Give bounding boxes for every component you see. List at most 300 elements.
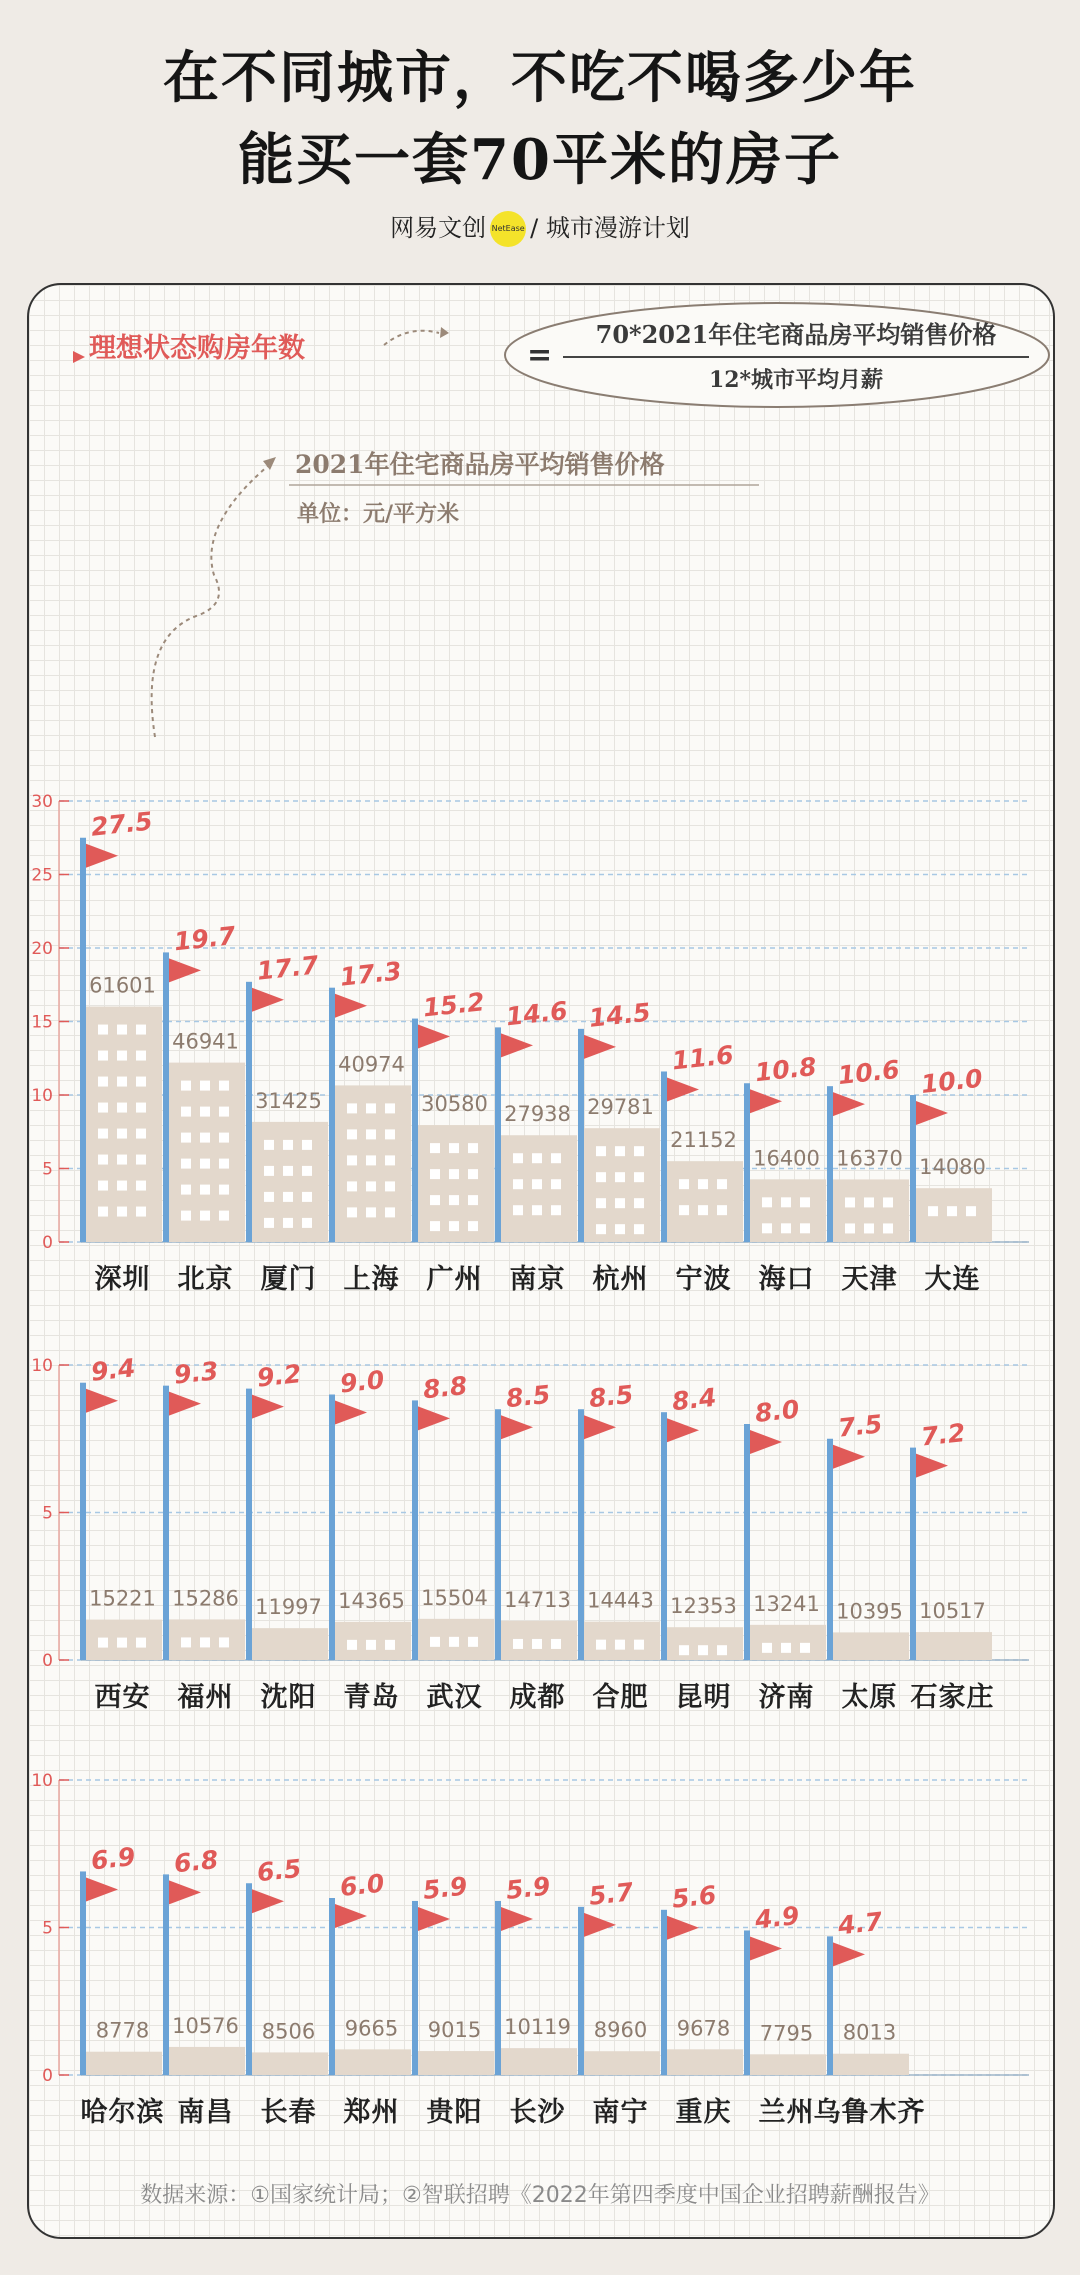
city-label: 天津 [841,1264,898,1295]
building-window [219,1133,229,1143]
flag-icon [833,1445,865,1469]
building-window [98,1638,108,1648]
building-window [219,1159,229,1169]
flag-pole [80,1871,86,2075]
flag-icon [750,1430,782,1454]
building-window [98,1207,108,1217]
building-window [596,1172,606,1182]
flag-pole [412,1019,418,1242]
building-window [679,1645,689,1655]
flag-pole [744,1930,750,2075]
city-label: 西安 [94,1682,151,1713]
building-window [136,1207,146,1217]
building-window [845,1197,855,1207]
years-label: 5.6 [670,1880,718,1914]
formula-numerator: 70*2021年住宅商品房平均销售价格 [595,320,997,349]
flag-pole [910,1095,916,1242]
building-window [136,1077,146,1087]
building-window [200,1159,210,1169]
price-label: 8506 [261,2019,316,2044]
building-window [430,1195,440,1205]
city-label: 厦门 [260,1264,317,1295]
building-window [679,1179,689,1189]
building-window [615,1224,625,1234]
building-window [698,1179,708,1189]
price-label: 11997 [255,1595,322,1620]
price-label: 9015 [427,2018,482,2043]
years-label: 14.6 [504,996,569,1032]
building-window [136,1638,146,1648]
building-window [98,1129,108,1139]
flag-icon [335,1904,367,1928]
building-window [551,1179,561,1189]
price-label: 10119 [504,2015,571,2040]
building-window [117,1051,127,1061]
price-label: 13241 [753,1591,820,1616]
building-window [264,1218,274,1228]
y-tick-label: 25 [31,865,53,886]
years-label: 9.4 [89,1353,137,1387]
city-label: 昆明 [675,1682,732,1713]
formula-denominator: 12*城市平均月薪 [708,367,884,393]
years-label: 15.2 [421,987,486,1023]
building-window [532,1179,542,1189]
flag-pole [163,1386,169,1660]
building-window [136,1181,146,1191]
price-label: 9665 [344,2016,399,2041]
flag-pole [578,1907,584,2075]
city-label: 成都 [509,1682,566,1713]
building-window [596,1146,606,1156]
building-bar [249,2052,328,2075]
flag-pole [329,988,335,1242]
building-window [551,1205,561,1215]
years-label: 17.3 [338,956,403,992]
building-window [283,1166,293,1176]
building-window [698,1205,708,1215]
building-window [468,1195,478,1205]
building-window [928,1206,938,1216]
building-window [136,1129,146,1139]
building-window [302,1140,312,1150]
building-window [283,1192,293,1202]
price-label: 14080 [919,1155,986,1180]
flag-pole [412,1400,418,1660]
city-label: 武汉 [426,1682,483,1713]
building-window [136,1103,146,1113]
building-window [366,1207,376,1217]
building-window [366,1155,376,1165]
building-window [347,1129,357,1139]
years-label: 8.5 [504,1379,552,1414]
building-window [449,1195,459,1205]
years-label: 6.8 [172,1844,220,1879]
building-window [762,1197,772,1207]
flag-icon [667,1418,699,1442]
flag-icon [667,1077,699,1101]
flag-icon [252,1395,284,1419]
price-label: 15286 [172,1586,239,1611]
building-window [781,1223,791,1233]
city-label: 济南 [758,1682,815,1713]
flag-pole [827,1439,833,1660]
building-window [615,1198,625,1208]
building-window [385,1640,395,1650]
legend-dashed-arrow [384,331,439,345]
building-bar [498,2048,577,2075]
building-window [615,1640,625,1650]
years-label: 6.5 [255,1853,303,1888]
price-label: 14443 [587,1588,654,1613]
building-window [347,1181,357,1191]
price-label: 12353 [670,1594,737,1619]
city-label: 长春 [260,2097,317,2128]
price-label: 8778 [95,2018,150,2043]
flag-icon [418,1907,450,1931]
brand-series: / 城市漫游计划 [530,214,690,242]
flag-icon [916,1101,948,1125]
city-label: 乌鲁木齐 [813,2097,926,2128]
building-window [181,1107,191,1117]
price-legend-unit: 单位：元/平方米 [297,501,460,527]
y-tick-label: 10 [31,1356,53,1376]
building-window [385,1207,395,1217]
building-window [264,1192,274,1202]
building-window [98,1051,108,1061]
city-label: 广州 [426,1264,483,1295]
building-window [634,1640,644,1650]
legend-flag-label: 理想状态购房年数 [89,333,305,364]
flag-icon [916,1454,948,1478]
flag-icon [833,1942,865,1966]
years-label: 14.5 [587,997,652,1033]
building-window [513,1205,523,1215]
building-window [385,1103,395,1113]
flag-pole [827,1086,833,1242]
y-tick-label: 5 [42,1159,53,1180]
years-label: 19.7 [172,921,237,957]
building-window [634,1198,644,1208]
building-window [781,1643,791,1653]
y-tick-label: 5 [42,1503,53,1524]
building-bar [747,1625,826,1660]
flag-icon [169,1392,201,1416]
building-window [366,1640,376,1650]
years-label: 5.9 [504,1871,552,1905]
legend-arrow-icon [73,351,85,363]
building-window [449,1221,459,1231]
building-window [532,1639,542,1649]
building-window [181,1133,191,1143]
city-label: 青岛 [343,1682,400,1713]
flag-icon [335,1401,367,1425]
building-window [513,1639,523,1649]
building-window [596,1640,606,1650]
city-label: 上海 [343,1264,400,1295]
price-label: 10517 [919,1599,986,1624]
flag-pole [578,1029,584,1242]
years-label: 9.0 [338,1364,386,1399]
building-window [366,1103,376,1113]
price-label: 40974 [338,1052,405,1077]
city-label: 重庆 [675,2097,732,2128]
price-legend-arrow-head-icon [263,457,276,470]
building-window [385,1181,395,1191]
building-window [430,1143,440,1153]
building-window [551,1153,561,1163]
building-window [800,1197,810,1207]
y-tick-label: 10 [31,1086,53,1106]
building-window [845,1223,855,1233]
building-window [596,1198,606,1208]
building-window [385,1129,395,1139]
building-window [283,1218,293,1228]
building-window [302,1166,312,1176]
price-label: 61601 [89,973,156,998]
years-label: 10.8 [753,1051,818,1088]
flag-icon [750,1936,782,1960]
building-bar [664,1161,743,1242]
building-window [181,1637,191,1647]
building-window [366,1129,376,1139]
flag-pole [329,1898,335,2075]
city-label: 郑州 [343,2097,400,2128]
building-window [864,1197,874,1207]
building-window [347,1155,357,1165]
building-window [468,1169,478,1179]
flag-icon [584,1913,616,1937]
flag-pole [80,1383,86,1660]
city-label: 沈阳 [260,1682,317,1713]
building-window [883,1197,893,1207]
price-label: 15221 [89,1586,156,1611]
years-label: 5.7 [587,1877,635,1911]
city-label: 福州 [177,1682,234,1713]
building-window [717,1645,727,1655]
building-window [181,1081,191,1091]
years-label: 11.6 [670,1040,735,1076]
building-window [264,1166,274,1176]
flag-icon [584,1035,616,1059]
building-window [966,1206,976,1216]
building-bar [83,2052,162,2075]
building-window [219,1081,229,1091]
building-bar [913,1632,992,1660]
building-window [468,1221,478,1231]
building-window [698,1645,708,1655]
flag-icon [501,1415,533,1439]
flag-icon [667,1916,699,1940]
building-window [513,1179,523,1189]
building-window [781,1197,791,1207]
building-window [430,1169,440,1179]
y-tick-label: 20 [31,939,53,959]
building-window [117,1207,127,1217]
years-label: 4.7 [836,1906,884,1941]
price-label: 30580 [421,1092,488,1117]
flag-pole [495,1409,501,1660]
building-window [717,1205,727,1215]
flag-icon [86,1389,118,1413]
years-label: 9.2 [255,1359,303,1393]
data-source: 数据来源：①国家统计局；②智联招聘《2022年第四季度中国企业招聘薪酬报告》 [140,2183,940,2208]
city-label: 大连 [924,1264,981,1295]
building-window [864,1223,874,1233]
y-tick-label: 10 [31,1771,53,1791]
building-window [947,1206,957,1216]
building-window [283,1140,293,1150]
price-label: 15504 [421,1585,488,1610]
flag-pole [495,1901,501,2075]
city-label: 杭州 [592,1264,649,1295]
price-label: 29781 [587,1095,654,1120]
flag-icon [86,844,118,868]
city-label: 哈尔滨 [80,2097,165,2128]
building-bar [581,2051,660,2075]
building-bar [249,1628,328,1660]
flag-pole [495,1027,501,1242]
building-window [762,1223,772,1233]
years-label: 6.9 [89,1841,137,1876]
building-window [117,1181,127,1191]
years-label: 8.0 [753,1394,801,1428]
building-window [117,1638,127,1648]
flag-pole [163,952,169,1242]
price-label: 21152 [670,1128,737,1153]
building-window [98,1103,108,1113]
brand-logo-text: 网易文创 [390,214,487,242]
building-bar [415,2051,494,2075]
y-tick-label: 5 [42,1918,53,1939]
flag-pole [661,1071,667,1242]
building-window [800,1643,810,1653]
building-window [551,1639,561,1649]
building-window [200,1637,210,1647]
building-window [264,1140,274,1150]
years-label: 8.5 [587,1379,635,1414]
price-label: 10395 [836,1599,903,1624]
building-bar [830,1632,909,1660]
building-window [532,1205,542,1215]
flag-icon [418,1406,450,1430]
flag-pole [246,982,252,1242]
building-window [136,1051,146,1061]
building-window [117,1103,127,1113]
building-window [200,1107,210,1117]
building-window [200,1185,210,1195]
price-legend-label: 2021年住宅商品房平均销售价格 [295,450,665,479]
building-window [117,1077,127,1087]
flag-pole [80,838,86,1242]
flag-icon [169,1880,201,1904]
building-window [468,1637,478,1647]
legend-arrow-head-icon [440,327,449,338]
building-window [219,1211,229,1221]
flag-pole [246,1883,252,2075]
years-label: 10.6 [836,1054,901,1091]
building-window [136,1155,146,1165]
building-window [615,1172,625,1182]
flag-pole [329,1395,335,1661]
flag-icon [584,1415,616,1439]
flag-icon [335,994,367,1018]
flag-pole [827,1936,833,2075]
building-window [468,1143,478,1153]
flag-pole [744,1083,750,1242]
city-label: 贵阳 [426,2097,483,2128]
building-window [98,1025,108,1035]
years-label: 9.3 [172,1356,220,1390]
building-window [883,1223,893,1233]
city-label: 太原 [841,1682,898,1713]
city-label: 深圳 [94,1264,151,1295]
building-window [117,1155,127,1165]
city-label: 北京 [177,1264,234,1295]
building-window [98,1155,108,1165]
building-window [679,1205,689,1215]
price-label: 9678 [676,2016,731,2041]
building-window [200,1211,210,1221]
building-window [302,1192,312,1202]
title-line-2: 能买一套70平米的房子 [238,127,842,193]
building-window [98,1181,108,1191]
years-label: 10.0 [919,1063,984,1099]
building-window [219,1637,229,1647]
building-bar [166,2047,245,2075]
building-window [634,1146,644,1156]
price-legend-dashed-arrow [152,465,269,737]
chart-panel [27,283,1055,2239]
years-label: 8.4 [670,1382,718,1417]
price-label: 8013 [842,2020,897,2045]
price-label: 46941 [172,1029,239,1054]
building-window [449,1143,459,1153]
building-window [762,1643,772,1653]
building-window [200,1081,210,1091]
building-window [181,1185,191,1195]
flag-pole [246,1389,252,1660]
price-label: 10576 [172,2013,239,2038]
flag-pole [744,1424,750,1660]
years-label: 7.2 [919,1418,967,1452]
years-label: 4.9 [753,1900,801,1935]
city-label: 南昌 [177,2097,234,2128]
chart-svg [29,285,1053,2237]
years-label: 5.9 [421,1871,469,1905]
building-window [347,1640,357,1650]
building-window [302,1218,312,1228]
brand [0,208,1080,247]
building-window [449,1637,459,1647]
flag-icon [418,1025,450,1049]
years-label: 6.0 [338,1868,386,1902]
y-tick-label: 0 [42,1651,53,1671]
building-window [347,1103,357,1113]
building-window [634,1224,644,1234]
price-label: 16400 [753,1146,820,1171]
building-bar [747,2054,826,2075]
building-window [200,1133,210,1143]
flag-icon [252,988,284,1012]
flag-icon [252,1889,284,1913]
flag-icon [833,1092,865,1116]
years-label: 8.8 [421,1370,469,1405]
price-label: 27938 [504,1102,571,1127]
building-window [181,1159,191,1169]
title-line-1: 在不同城市，不吃不喝多少年 [163,45,917,111]
y-tick-label: 0 [42,2066,53,2086]
building-window [181,1211,191,1221]
